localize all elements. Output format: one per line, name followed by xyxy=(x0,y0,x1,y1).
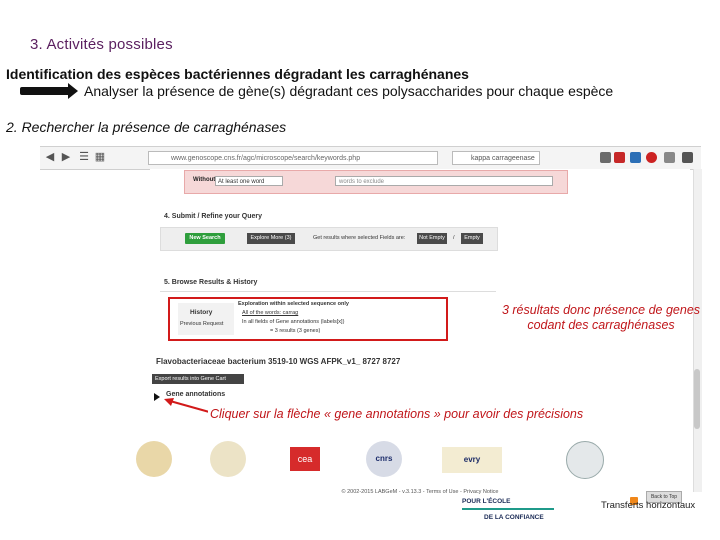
new-search-button[interactable]: New Search xyxy=(185,233,225,244)
genoscope-logo xyxy=(210,441,246,477)
cea-logo: cea xyxy=(290,447,320,471)
without-select[interactable]: At least one word xyxy=(215,176,283,186)
previous-request[interactable]: Previous Request xyxy=(180,321,224,327)
all-fields-line: In all fields of Gene annotations (labels[x]) xyxy=(242,319,345,325)
get-results-text: Get results where selected Fields are: xyxy=(313,235,406,241)
logo-line1: POUR L'ÉCOLE xyxy=(462,498,511,505)
logo-line2: DE LA CONFIANCE xyxy=(484,514,544,521)
notification-icon[interactable] xyxy=(614,152,625,163)
ecole-confiance-logo xyxy=(462,498,554,530)
export-gene-cart-button[interactable]: Export results into Gene Cart xyxy=(152,374,244,384)
exclude-words-input[interactable]: words to exclude xyxy=(335,176,553,186)
section4-title: 4. Submit / Refine your Query xyxy=(164,213,263,220)
step-heading: 2. Rechercher la présence de carraghénases xyxy=(6,119,287,135)
all-words-line: All of the words: carrag xyxy=(242,310,299,316)
addon-icon[interactable] xyxy=(664,152,675,163)
cnrs-logo: cnrs xyxy=(366,441,402,477)
arrow-right-icon xyxy=(20,87,70,95)
empty-button[interactable]: Empty xyxy=(461,233,483,244)
without-row xyxy=(184,170,568,194)
footer-label: Transferts horizontaux xyxy=(601,500,696,511)
back-to-top-button[interactable]: Back to Top xyxy=(646,491,682,503)
submit-panel xyxy=(160,227,498,251)
grid-icon[interactable]: ▦ xyxy=(94,151,106,163)
gene-annotations-arrow-icon[interactable] xyxy=(154,393,160,401)
arrow-text: Analyser la présence de gène(s) dégradant ces polysaccharides pour chaque espèce xyxy=(84,83,614,99)
evry-logo: evry xyxy=(442,447,502,473)
without-label: Without xyxy=(193,177,216,183)
slide-title: 3. Activités possibles xyxy=(30,36,173,53)
labgem-logo xyxy=(136,441,172,477)
scrollbar-thumb[interactable] xyxy=(694,369,700,429)
browser-menu-icon[interactable] xyxy=(682,152,693,163)
callout-click: Cliquer sur la flèche « gene annotations » pour avoir des précisions xyxy=(210,407,584,421)
page-footer: © 2002-2015 LABGeM - v.3.13.3 - Terms of Use - Privacy Notice xyxy=(341,489,499,495)
not-empty-button[interactable]: Not Empty xyxy=(417,233,447,244)
slide-subtitle: Identification des espèces bactériennes dégradant les carraghénanes xyxy=(6,66,469,82)
stop-icon[interactable] xyxy=(646,152,657,163)
forward-icon[interactable]: ▶ xyxy=(61,151,71,163)
logo-bar xyxy=(462,508,554,510)
history-box xyxy=(168,297,448,341)
organism-title: Flavobacteriaceae bacterium 3519-10 WGS AFPK_v1_ 8727 8727 xyxy=(156,357,401,366)
exploration-title: Exploration within selected sequence only xyxy=(238,301,349,307)
browser-toolbar xyxy=(40,147,701,170)
menu-icon[interactable]: ☰ xyxy=(79,151,89,163)
browser-search-input[interactable]: kappa carrageenase xyxy=(452,151,540,165)
red-arrow-head xyxy=(164,398,174,406)
extension-icon[interactable] xyxy=(630,152,641,163)
callout-results: 3 résultats donc présence de genes codant des carraghénases xyxy=(501,303,701,332)
section5-title: 5. Browse Results & History xyxy=(164,279,258,286)
history-label: History xyxy=(190,309,213,316)
gene-annotations-link[interactable]: Gene annotations xyxy=(166,391,226,398)
history-panel xyxy=(178,303,234,335)
arrow-row xyxy=(20,82,613,100)
results-count: = 3 results (3 genes) xyxy=(270,328,321,334)
back-icon[interactable]: ◀ xyxy=(45,151,55,163)
download-icon[interactable] xyxy=(600,152,611,163)
divider xyxy=(160,291,496,292)
genopole-logo xyxy=(566,441,604,479)
explore-more-button[interactable]: Explore More (3) xyxy=(247,233,295,244)
url-bar[interactable]: www.genoscope.cns.fr/agc/microscope/search/keywords.php xyxy=(148,151,438,165)
slash-separator: / xyxy=(453,235,455,241)
arrow-head-icon xyxy=(68,83,78,99)
